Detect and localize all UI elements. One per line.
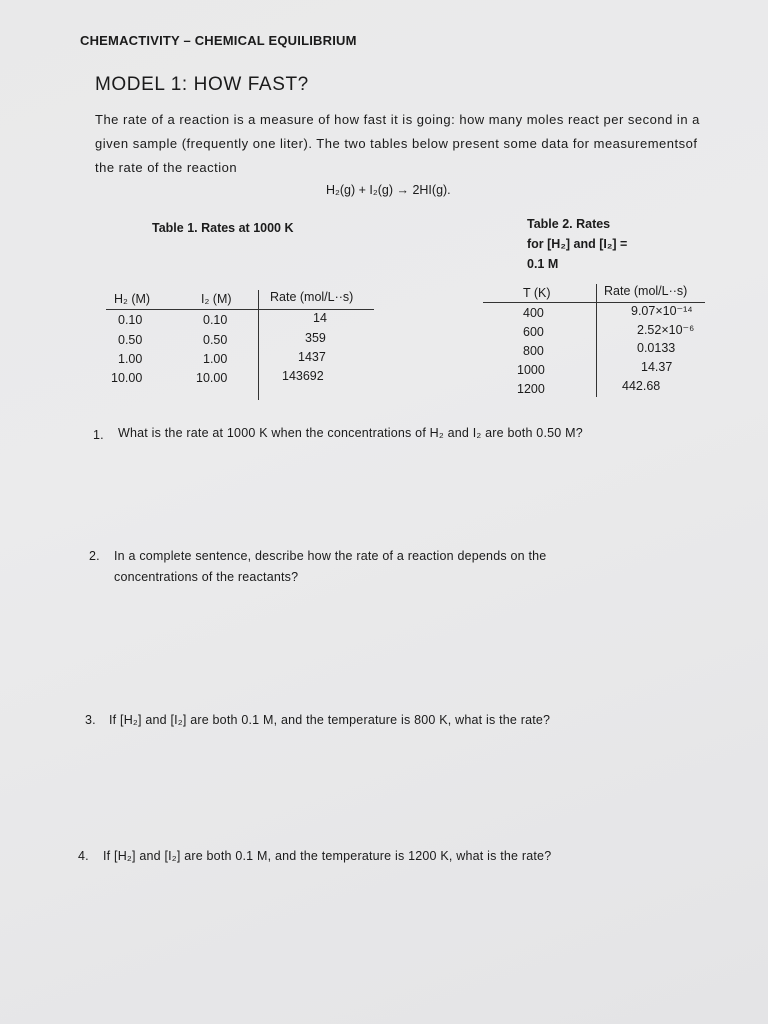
table2-row3-rate: 0.0133 [637,341,676,355]
table1-caption: Table 1. Rates at 1000 K [152,221,294,235]
table1-header-rule [106,309,374,310]
question-3-text: If [H₂] and [I₂] are both 0.1 M, and the temperature is 800 K, what is the rate? [109,713,551,727]
table1-row4-rate: 143692 [282,369,324,383]
table2-row2-rate: 2.52×10⁻⁶ [637,323,695,337]
table1-row3-h2: 1.00 [118,352,143,366]
question-4-number: 4. [78,849,89,863]
table1-row4-h2: 10.00 [111,371,143,385]
table2-row2-temp: 600 [523,325,544,339]
question-2-text: In a complete sentence, describe how the rate of a reaction depends on the concentrations of the reactants? [114,549,547,584]
table2-column-divider [596,284,597,397]
table1-header-i2: I₂ (M) [201,292,232,306]
table1-row4-i2: 10.00 [196,371,228,385]
table1-row1-i2: 0.10 [203,313,228,327]
table1-row2-i2: 0.50 [203,333,228,347]
table1-header-rate: Rate (mol/L··s) [270,290,354,304]
question-2-number: 2. [89,549,100,563]
reaction-equation: H₂(g) + I₂(g) → 2HI(g). [326,183,451,197]
table2-caption-line1: Table 2. Rates [527,217,611,231]
table2-header-temp: T (K) [523,286,551,300]
worksheet-header: CHEMACTIVITY – CHEMICAL EQUILIBRIUM [80,33,357,48]
table2-row5-rate: 442.68 [622,379,661,393]
table1-row2-h2: 0.50 [118,333,143,347]
table1-column-divider [258,290,259,400]
question-1-number: 1. [93,428,104,442]
table2-caption [527,214,627,274]
table1-row2-rate: 359 [305,331,326,345]
question-4-text: If [H₂] and [I₂] are both 0.1 M, and the temperature is 1200 K, what is the rate? [103,849,552,863]
table1-row1-rate: 14 [313,311,327,325]
table1-row3-i2: 1.00 [203,352,228,366]
table1-header-h2: H₂ (M) [114,292,151,306]
table2-row4-temp: 1000 [517,363,545,377]
question-1-text: What is the rate at 1000 K when the concentrations of H₂ and I₂ are both 0.50 M? [118,426,583,440]
table2-header-rate: Rate (mol/L··s) [604,284,688,298]
table2-row1-temp: 400 [523,306,544,320]
table2-row5-temp: 1200 [517,382,545,396]
table1-row1-h2: 0.10 [118,313,143,327]
model-title: MODEL 1: HOW FAST? [95,74,309,95]
question-3-number: 3. [85,713,96,727]
table2-row4-rate: 14.37 [641,360,673,374]
table2-row3-temp: 800 [523,344,544,358]
table2-row1-rate: 9.07×10⁻¹⁴ [631,304,693,318]
table2-caption-line3: 0.1 M [527,257,559,271]
table2-caption-line2: for [H₂] and [I₂] = [527,237,628,251]
table1-row3-rate: 1437 [298,350,326,364]
intro-paragraph: The rate of a reaction is a measure of how fast it is going: how many moles react per second in a given sample (frequently one liter). The two tables below present some data for measurementsof the rate of the reaction [95,112,700,175]
